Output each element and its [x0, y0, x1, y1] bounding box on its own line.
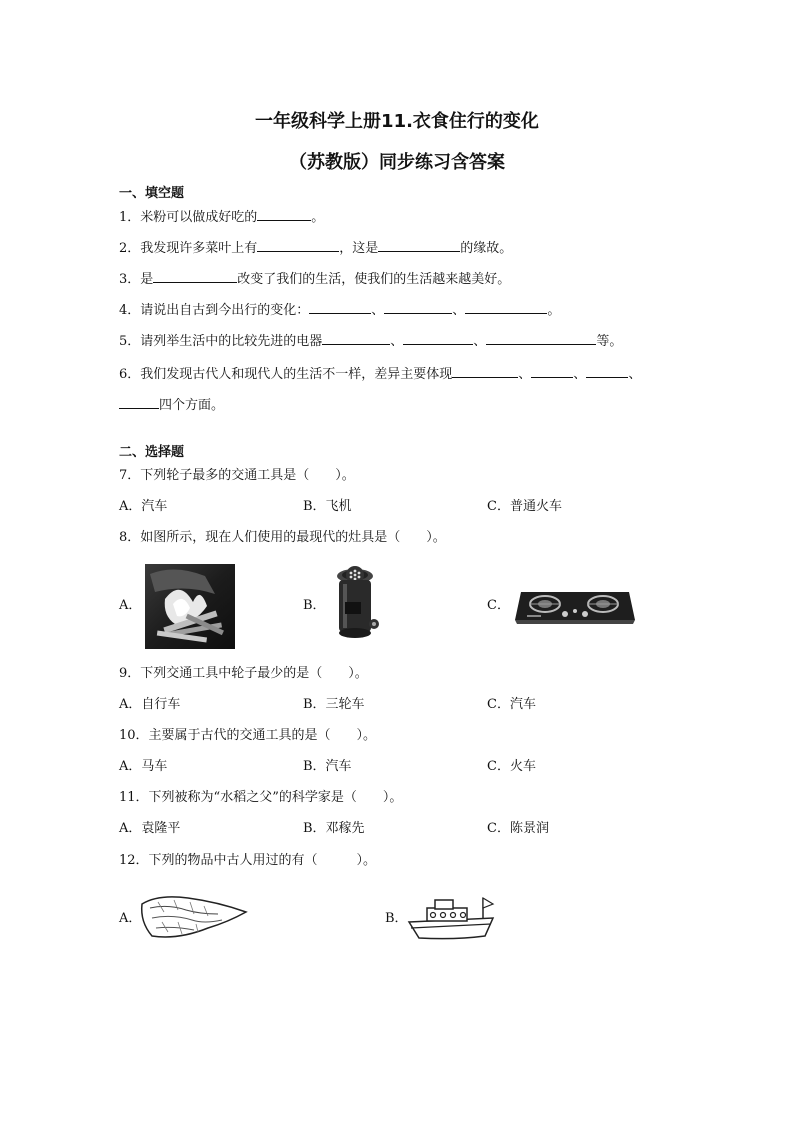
answer-blank[interactable]: [309, 300, 371, 314]
answer-blank[interactable]: [452, 364, 518, 378]
question-8-option-c[interactable]: C．: [487, 598, 510, 613]
question-3-text: 3．是: [119, 272, 154, 287]
question-12: 12．下列的物品中古人用过的有（ ）。: [119, 853, 377, 868]
question-1-end: 。: [311, 210, 325, 225]
question-12-option-b[interactable]: B．: [385, 911, 408, 926]
ship-drawing: [405, 894, 497, 944]
question-1: [119, 207, 324, 227]
question-5-sep-1: 、: [390, 334, 404, 349]
question-4-end: 。: [547, 303, 561, 318]
answer-blank[interactable]: [403, 331, 473, 345]
question-6-sep-3: 、: [628, 367, 642, 382]
question-2: [119, 238, 512, 258]
question-5: [119, 331, 622, 351]
question-2-end: 的缘故。: [460, 241, 513, 256]
answer-blank[interactable]: [486, 331, 596, 345]
question-8: 8．如图所示，现在人们使用的最现代的灶具是（ ）。: [119, 530, 446, 545]
question-7: 7．下列轮子最多的交通工具是（ ）。: [119, 468, 355, 483]
answer-blank[interactable]: [384, 300, 452, 314]
question-11-option-c[interactable]: C．陈景润: [487, 821, 549, 836]
coal-stove-photo: [333, 566, 383, 642]
answer-blank[interactable]: [465, 300, 547, 314]
answer-blank[interactable]: [531, 364, 573, 378]
section-choice-heading: 二、选择题: [119, 445, 185, 460]
question-4-text: 4．请说出自古到今出行的变化：: [119, 303, 310, 318]
answer-blank[interactable]: [153, 269, 237, 283]
question-7-option-c[interactable]: C．普通火车: [487, 499, 562, 514]
question-12-option-a[interactable]: A．: [119, 911, 142, 926]
question-3-end: 改变了我们的生活，使我们的生活越来越美好。: [237, 272, 511, 287]
question-6-sep-1: 、: [518, 367, 532, 382]
stone-tool-drawing: [138, 892, 250, 942]
answer-blank[interactable]: [378, 238, 460, 252]
question-6-continued: [119, 395, 224, 415]
gas-stove-photo: [515, 584, 635, 628]
title-line-2: （苏教版）同步练习含答案: [289, 152, 505, 173]
question-5-end: 等。: [596, 334, 623, 349]
question-9: 9．下列交通工具中轮子最少的是（ ）。: [119, 666, 368, 681]
question-6-end: 四个方面。: [159, 398, 225, 413]
question-2-text: 2．我发现许多菜叶上有: [119, 241, 258, 256]
question-4-sep-2: 、: [452, 303, 466, 318]
question-9-option-c[interactable]: C．汽车: [487, 697, 536, 712]
section-fill-heading: 一、填空题: [119, 186, 185, 201]
question-10: 10．主要属于古代的交通工具的是（ ）。: [119, 728, 377, 743]
question-11: 11．下列被称为“水稻之父”的科学家是（ ）。: [119, 790, 403, 805]
question-3: [119, 269, 510, 289]
answer-blank[interactable]: [257, 238, 339, 252]
answer-blank[interactable]: [322, 331, 390, 345]
firewood-stove-photo: [145, 564, 235, 649]
question-11-option-a[interactable]: A．袁隆平: [119, 821, 181, 836]
question-1-text: 1．米粉可以做成好吃的: [119, 210, 258, 225]
question-5-text: 5．请列举生活中的比较先进的电器: [119, 334, 323, 349]
question-10-option-a[interactable]: A．马车: [119, 759, 168, 774]
answer-blank[interactable]: [586, 364, 628, 378]
question-8-option-b[interactable]: B．: [303, 598, 326, 613]
question-2-mid: ，这是: [339, 241, 379, 256]
question-10-option-b[interactable]: B．汽车: [303, 759, 352, 774]
question-10-option-c[interactable]: C．火车: [487, 759, 536, 774]
question-4-sep-1: 、: [371, 303, 385, 318]
question-7-option-b[interactable]: B．飞机: [303, 499, 352, 514]
question-8-option-a[interactable]: A．: [119, 598, 142, 613]
answer-blank[interactable]: [119, 395, 159, 409]
question-5-sep-2: 、: [473, 334, 487, 349]
question-6-text: 6．我们发现古代人和现代人的生活不一样，差异主要体现: [119, 367, 453, 382]
question-9-option-b[interactable]: B．三轮车: [303, 697, 365, 712]
title-line-1: 一年级科学上册11.衣食住行的变化: [255, 111, 539, 132]
question-6-sep-2: 、: [573, 367, 587, 382]
question-7-option-a[interactable]: A．汽车: [119, 499, 168, 514]
question-4: [119, 300, 560, 320]
question-11-option-b[interactable]: B．邓稼先: [303, 821, 365, 836]
answer-blank[interactable]: [257, 207, 311, 221]
question-6: [119, 364, 641, 384]
question-9-option-a[interactable]: A．自行车: [119, 697, 181, 712]
